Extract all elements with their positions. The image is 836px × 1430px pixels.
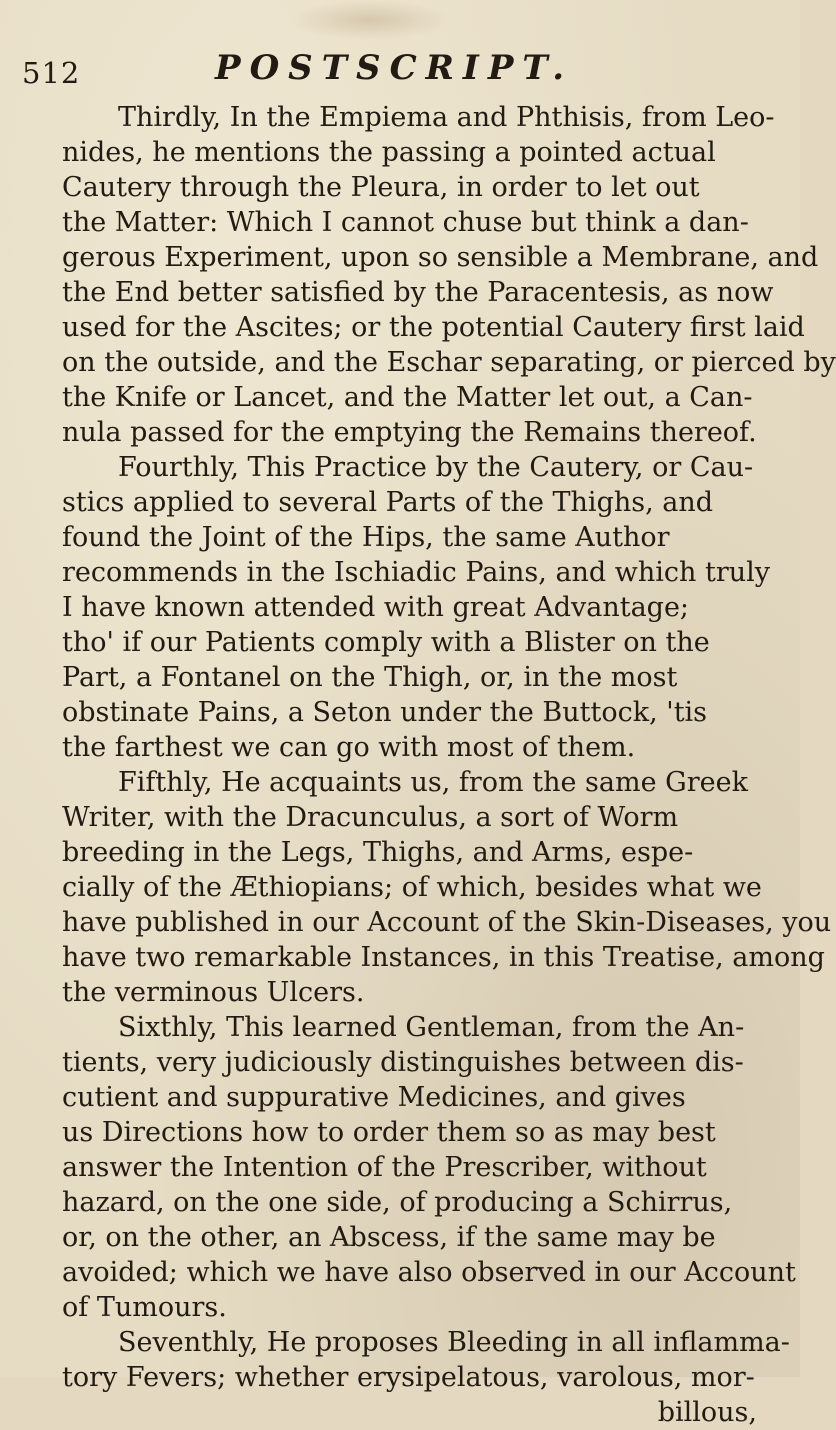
body-text [62,100,836,1430]
ink-bleed [290,0,450,40]
text-line: recommends in the Ischiadic Pains, and which truly [62,557,771,588]
text-line: the Matter: Which I cannot chuse but think a dan- [62,207,749,238]
text-line: nides, he mentions the passing a pointed actual [62,137,716,168]
text-line: Part, a Fontanel on the Thigh, or, in the most [62,662,678,693]
text-line: Writer, with the Dracunculus, a sort of Worm [62,802,679,833]
text-line: obstinate Pains, a Seton under the Buttock, 'tis [62,697,708,728]
text-line: found the Joint of the Hips, the same Author [62,522,670,553]
text-line: cially of the Æthiopians; of which, besides what we [62,872,762,903]
text-line: cutient and suppurative Medicines, and gives [62,1082,686,1113]
text-line: the End better satisfied by the Paracentesis, as now [62,277,774,308]
text-line: Fifthly, He acquaints us, from the same Greek [118,767,748,798]
text-line: breeding in the Legs, Thighs, and Arms, espe- [62,837,694,868]
text-line: I have known attended with great Advantage; [62,592,690,623]
text-line: tory Fevers; whether erysipelatous, varolous, mor- [62,1362,755,1393]
text-line: answer the Intention of the Prescriber, without [62,1152,707,1183]
page-number: 512 [22,56,81,90]
text-line: us Directions how to order them so as may best [62,1117,716,1148]
text-line: nula passed for the emptying the Remains thereof. [62,417,757,448]
text-line: or, on the other, an Abscess, if the same may be [62,1222,716,1253]
text-line: have two remarkable Instances, in this Treatise, among [62,942,825,973]
text-line: the Knife or Lancet, and the Matter let out, a Can- [62,382,753,413]
text-line: Sixthly, This learned Gentleman, from the An- [118,1012,745,1043]
text-line: on the outside, and the Eschar separating, or pierced by [62,347,836,378]
text-line: tho' if our Patients comply with a Blister on the [62,627,710,658]
text-line: have published in our Account of the Skin-Diseases, you [62,907,832,938]
text-line: of Tumours. [62,1292,227,1323]
text-line: gerous Experiment, upon so sensible a Membrane, and [62,242,819,273]
text-line: used for the Ascites; or the potential Cautery first laid [62,312,805,343]
text-line: the farthest we can go with most of them. [62,732,636,763]
text-line: stics applied to several Parts of the Thighs, and [62,487,714,518]
text-line: billous, [657,1397,757,1428]
text-line: Cautery through the Pleura, in order to let out [62,172,700,203]
text-line: tients, very judiciously distinguishes between dis- [62,1047,744,1078]
running-head: POSTSCRIPT. [215,48,574,88]
text-line: Fourthly, This Practice by the Cautery, or Cau- [118,452,754,483]
text-line: avoided; which we have also observed in our Account [62,1257,796,1288]
text-line: the verminous Ulcers. [62,977,365,1008]
text-line: Thirdly, In the Empiema and Phthisis, from Leo- [118,102,775,133]
text-line: Seventhly, He proposes Bleeding in all inflamma- [118,1327,790,1358]
text-line: hazard, on the one side, of producing a Schirrus, [62,1187,733,1218]
